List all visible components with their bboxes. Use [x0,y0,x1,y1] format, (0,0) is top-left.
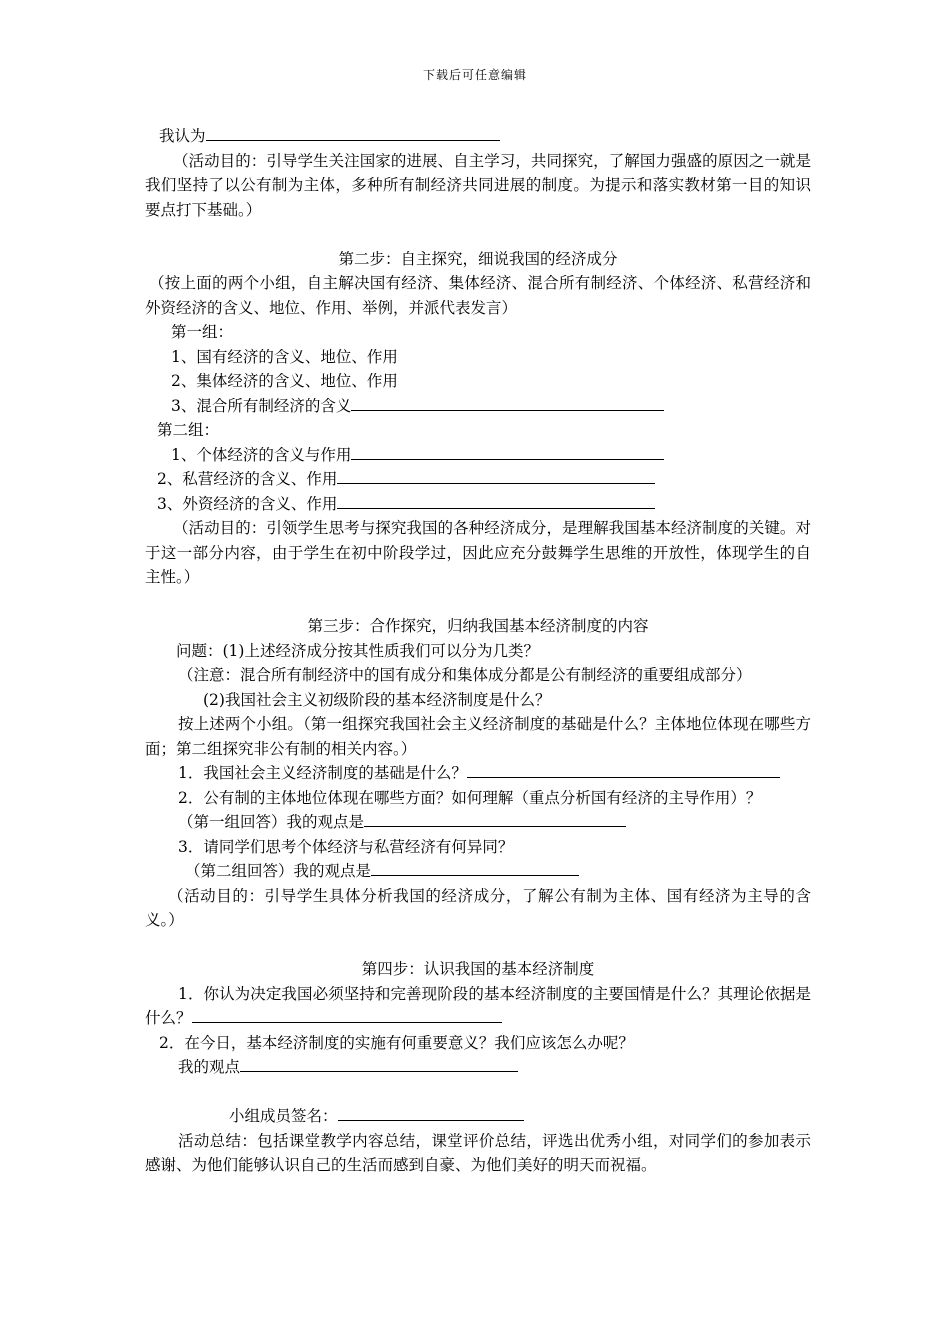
group1-item: 3、混合所有制经济的含义 [171,396,352,415]
step2-purpose: （活动目的：引领学生思考与探究我国的各种经济成分，是理解我国基本经济制度的关键。对于这一部分内容，由于学生在初中阶段学过，因此应充分鼓舞学生思维的开放性，体现学生的自主性。） [145,519,811,586]
q1-answer-blank[interactable] [467,762,780,778]
step3-question1: 问题：(1)上述经济成分按其性质我们可以分为几类？ [176,641,539,660]
signature-blank[interactable] [338,1105,524,1121]
group1-item: 2、集体经济的含义、地位、作用 [171,372,398,390]
signature-label: 小组成员签名： [229,1107,338,1125]
step4-q1 [145,982,811,1031]
activity-summary: 活动总结：包括课堂教学内容总结，课堂评价总结，评选出优秀小组，对同学们的参加表示感谢、为他们能够认识自己的生活而感到自豪、为他们美好的明天而祝福。 [145,1131,811,1174]
document-body [145,124,811,1178]
mixed-economy-blank[interactable] [351,395,664,411]
i-think-line [145,124,811,149]
answer2-line [145,859,811,884]
group1-item: 1、国有经济的含义、地位、作用 [171,347,398,366]
signature-line [145,1104,811,1129]
answer2-label: （第二组回答）我的观点是 [185,862,372,880]
group2-item: 1、个体经济的含义与作用 [171,445,352,464]
i-think-blank[interactable] [206,125,500,141]
foreign-economy-blank[interactable] [337,493,655,509]
step3-title: 第三步：合作探究，归纳我国基本经济制度的内容 [307,617,649,635]
step2-title: 第二步：自主探究，细说我国的经济成分 [338,249,618,268]
step3-purpose: （活动目的：引导学生具体分析我国的经济成分，了解公有制为主体、国有经济为主导的含义。） [145,886,811,929]
step1-purpose: （活动目的：引导学生关注国家的进展、自主学习，共同探究，了解国力强盛的原因之一就是我们坚持了以公有制为主体，多种所有制经济共同进展的制度。为提示和落实教材第一目的知识要点打下基础。） [145,151,811,219]
group1-item-line [145,394,811,419]
step4-q2: 2．在今日，基本经济制度的实施有何重要意义？我们应该怎么办呢？ [159,1033,634,1052]
step3-q1: 1．我国社会主义经济制度的基础是什么？ [178,764,467,782]
group2-label: 第二组： [157,421,220,439]
answer1-label: （第一组回答）我的观点是 [178,813,365,831]
private-economy-blank[interactable] [337,468,655,484]
group2-item: 2、私营经济的含义、作用 [157,470,338,488]
step4-title: 第四步：认识我国的基本经济制度 [361,960,595,978]
my-view-line [145,1055,811,1080]
step3-q1-line [145,761,811,786]
step2-intro: （按上面的两个小组，自主解决国有经济、集体经济、混合所有制经济、个体经济、私营经济和外资经济的含义、地位、作用、举例，并派代表发言） [145,274,811,317]
answer1-blank[interactable] [364,811,626,827]
step4-q1-blank[interactable] [192,1007,502,1023]
group2-item-line [145,492,811,517]
answer2-blank[interactable] [371,860,579,876]
page-header: 下载后可任意编辑 [422,68,527,82]
step3-q3: 3．请同学们思考个体经济与私营经济有何异同？ [178,837,514,856]
step3-note: （注意：混合所有制经济中的国有成分和集体成分都是公有制经济的重要组成部分） [178,666,752,684]
my-view-label: 我的观点 [178,1058,241,1076]
group2-item: 3、外资经济的含义、作用 [157,494,338,513]
step3-groups-intro: 按上述两个小组。（第一组探究我国社会主义经济制度的基础是什么？主体地位体现在哪些方面；第二组探究非公有制的相关内容。） [145,715,811,758]
my-view-blank[interactable] [240,1056,518,1072]
answer1-line [145,810,811,835]
group2-item-line [145,467,811,492]
group1-label: 第一组： [171,323,234,341]
step3-question2: (2)我国社会主义初级阶段的基本经济制度是什么？ [203,690,551,709]
group2-item-line [145,443,811,468]
step3-q2: 2．公有制的主体地位体现在哪些方面？如何理解（重点分析国有经济的主导作用）？ [178,788,762,807]
individual-economy-blank[interactable] [351,444,664,460]
i-think-label: 我认为 [159,127,206,145]
step4-q1-text: 1．你认为决定我国必须坚持和完善现阶段的基本经济制度的主要国情是什么？其理论依据是什么？ [145,984,811,1027]
